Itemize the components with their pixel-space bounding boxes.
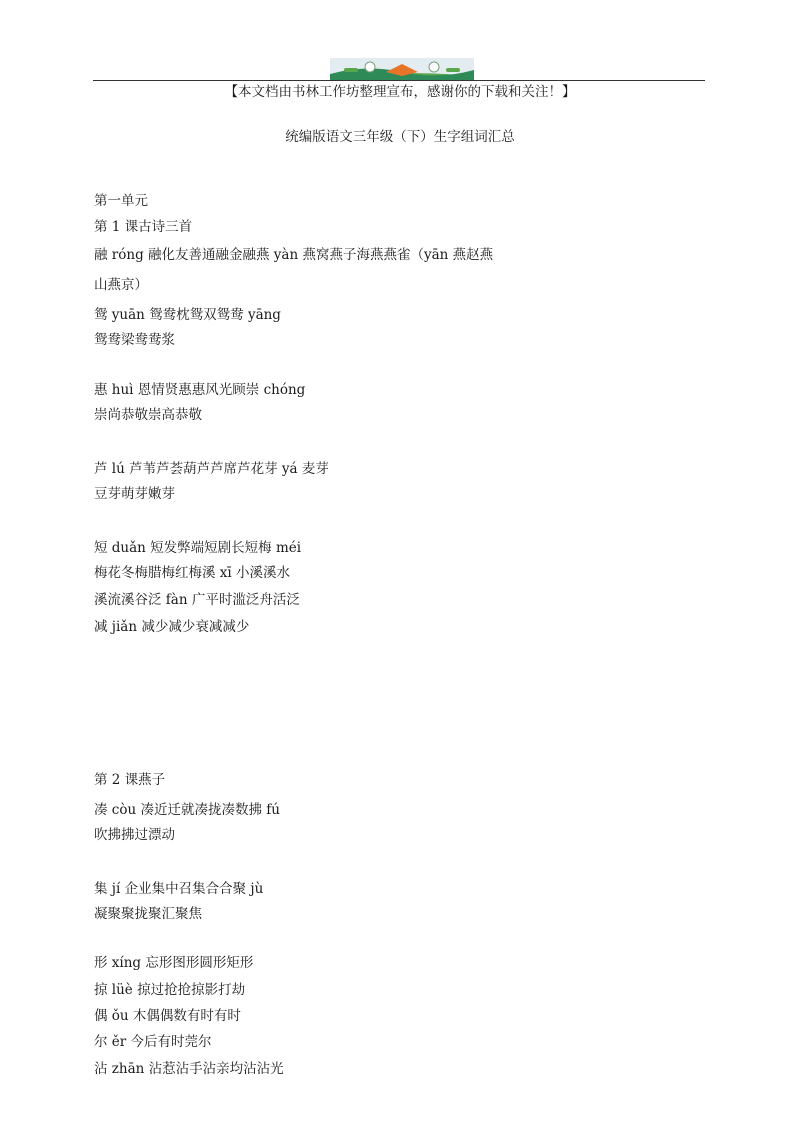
vocab-line: 融 róng 融化友善通融金融燕 yàn 燕窝燕子海燕燕雀（yān 燕赵燕 bbox=[94, 247, 494, 263]
vocab-line: 山燕京） bbox=[94, 277, 148, 293]
vocab-line: 芦 lú 芦苇芦荟葫芦芦席芦花芽 yá 麦芽 bbox=[94, 461, 329, 477]
vocab-line: 形 xíng 忘形图形圆形矩形 bbox=[94, 955, 254, 971]
vocab-line: 鸳鸯梁鸯鸯浆 bbox=[94, 332, 175, 348]
header-divider bbox=[93, 80, 705, 81]
vocab-line: 崇尚恭敬崇高恭敬 bbox=[94, 407, 202, 423]
vocab-line: 集 jí 企业集中召集合合聚 jù bbox=[94, 881, 264, 897]
document-title: 统编版语文三年级（下）生字组词汇总 bbox=[285, 129, 515, 145]
vocab-line: 凑 còu 凑近迁就凑拢凑数拂 fú bbox=[94, 802, 280, 818]
vocab-line: 惠 huì 恩情贤惠惠风光顾崇 chóng bbox=[94, 382, 306, 398]
vocab-line: 短 duǎn 短发弊端短剧长短梅 méi bbox=[94, 540, 302, 556]
lesson-heading: 第 2 课燕子 bbox=[94, 772, 166, 788]
vocab-line: 梅花冬梅腊梅红梅溪 xī 小溪溪水 bbox=[94, 565, 291, 581]
vocab-line: 减 jiǎn 减少减少衰减减少 bbox=[94, 619, 250, 635]
site-logo bbox=[330, 58, 474, 80]
lesson-heading: 第 1 课古诗三首 bbox=[94, 219, 193, 235]
vocab-line: 沾 zhān 沾惹沾手沾亲均沾沾光 bbox=[94, 1061, 284, 1077]
header-notice: 【本文档由书林工作坊整理宣布，感谢你的下载和关注！】 bbox=[224, 84, 576, 100]
logo-tree-right bbox=[429, 62, 439, 72]
vocab-line: 鸳 yuān 鸳鸯枕鸳双鸳鸯 yāng bbox=[94, 307, 281, 323]
vocab-line: 尔 ěr 今后有时莞尔 bbox=[94, 1034, 212, 1050]
vocab-line: 掠 lüè 掠过抢抢掠影打劫 bbox=[94, 982, 246, 998]
vocab-line: 吹拂拂过漂动 bbox=[94, 827, 175, 843]
logo-leaf-right bbox=[446, 68, 460, 72]
unit-heading: 第一单元 bbox=[94, 193, 148, 209]
vocab-line: 豆芽萌芽嫩芽 bbox=[94, 486, 175, 502]
logo-tree-left bbox=[365, 62, 375, 72]
vocab-line: 溪流溪谷泛 fàn 广平时滥泛舟活泛 bbox=[94, 592, 300, 608]
logo-leaf-left bbox=[344, 68, 358, 72]
vocab-line: 偶 ǒu 木偶偶数有时有时 bbox=[94, 1008, 241, 1024]
vocab-line: 凝聚聚拢聚汇聚焦 bbox=[94, 906, 202, 922]
